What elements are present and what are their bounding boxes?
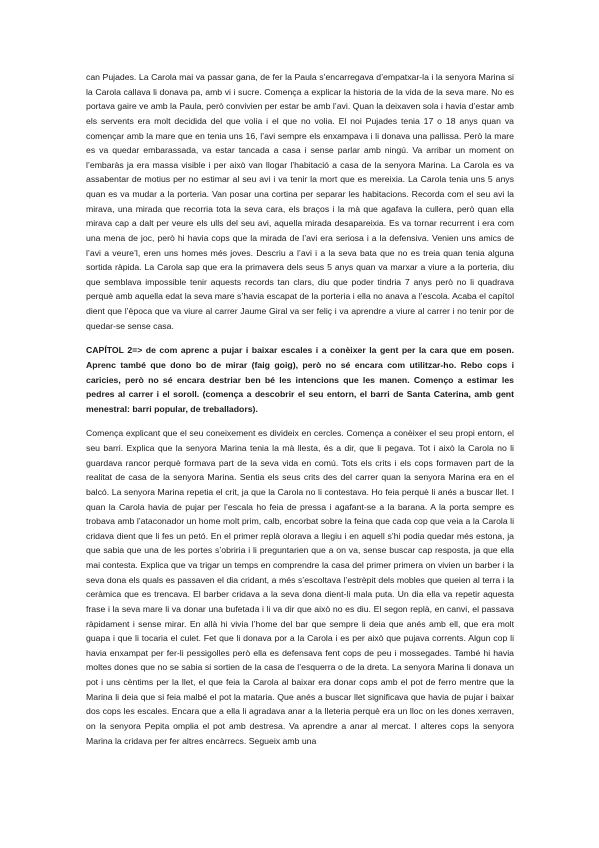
document-page	[86, 70, 514, 748]
body-paragraph: can Pujades. La Carola mai va passar gana, de fer la Paula s’encarregava d’empatxar-la i la senyora Marina si la Carola callava li donava pa, amb vi i sucre. Comença a explicar la historia de la vida de la seva mare. No es portava gaire ve amb la Paula, però convivien per estar be amb l’avi. Quan la deixaven sola i havia d’estar amb els servents era molt decidida del que volia i el que no volia. El noi Pujades tenia 17 o 18 anys quan va començar amb la mare que en tenia uns 16, l’avi sempre els enxampava i li donava una pallissa. Però la mare es va quedar embarassada, va estar tancada a casa i sense parlar amb ningú. Va arribar un moment on l’embaràs ja era massa visible i per això van llogar l’habitació a casa de la senyora Marina. La Carola es va assabentar de motius per no estimar al seu avi i va tenir la mort que es mereixia. La Carola tenia uns 5 anys quan es va mudar a la porteria. Van posar una cortina per separar les habitacions. Recorda com el seu avi la mirava, una mirada que recorria tota la seva cara, els braços i la mà que agafava la cullera, però quan ella mirava cap a dalt per veure els ulls del seu avi, aquella mirada desapareixia. Es va tornar recurrent i era com una mena de joc, però hi havia cops que la mirada de l’avi era seriosa i a la defensiva. Venien uns amics de l’avi a veure’l, eren uns homes més joves. Descriu a l’avi i a la seva bata que no es treia quan tenia alguna sortida ràpida. La Carola sap que era la primavera dels seus 5 anys quan va marxar a viure a la porteria, diu que semblava impossible tenir aquests records tan clars, diu que poder tindria 7 anys però no li quadrava perquè amb aquella edat la seva mare s’havia escapat de la porteria i ella no anava a l’escola. Acaba el capítol dient que l’època que va viure al carrer Jaume Giral va ser feliç i va aprendre a viure al carrer i no tenir por de quedar-se sense casa.	[86, 72, 514, 331]
chapter-heading: CAPÍTOL 2=> de com aprenc a pujar i baixar escales i a conèixer la gent per la cara que em posen. Aprenc també que dono bo de mirar (faig goig), però no sé encara com utilitzar-ho. Rebo cops i caricies, però no sé encara destriar ben bé les intencions que les manen. Començo a estimar les pedres al carrer i el soroll. (comença a descobrir el seu entorn, el barri de Santa Caterina, amb gent menestral: barri popular, de treballadors).	[86, 345, 514, 414]
body-paragraph: Comença explicant que el seu coneixement es divideix en cercles. Comença a conèixer el seu propi entorn, el seu barri. Explica que la senyora Marina tenia la mà llesta, és a dir, que li pegava. Tot i això la Carola no li guardava rancor perquè formava part de la seva vida en comú. Tots els crits i els cops formaven part de la realitat de casa de la senyora Marina. Sentia els seus crits des del carrer quan la senyora Marina era en el balcó. La senyora Marina repetia el crit, ja que la Carola no li contestava. Ho feia perquè li anés a buscar llet. I quan la Carola havia de pujar per l’escala ho feia de pressa i agafant-se a la barana. A la porta sempre es trobava amb l’ataconador un home molt prim, calb, encorbat sobre la feina que cada cop que veia a la Carola li cridava dient que li fes un petó. En el primer replà olorava a llegiu i en aquell s’hi podia quedar més estona, ja que sabia que una de les portes s’obriria i li preguntarien que a on va, sense buscar cap resposta, ja que ella mai contesta. Explica que va trigar un temps en comprendre la casa del primer primera on vivien un barber i la seva dona els quals es passaven el dia cridant, a més s’escoltava l’estrèpit dels mobles que queien al terra i la ceràmica que es trencava. El barber cridava a la seva dona dient-li mala puta. Un dia ella va repetir aquesta frase i la seva mare li va donar una bufetada i li va dir que això no es diu. El segon replà, en canvi, el passava ràpidament i sense mirar. En allà hi vivia l’home del bar que sempre li deia que anés amb ell, que era molt guapa i que li tocaria el culet. Fet que li donava por a la Carola i es per això que pujava corrents. Algun cop li havia enxampat per fer-li pessigolles però ella es defensava fent cops de peu i mossegades. També hi havia moltes dones que no se sabia si sortien de la casa de l’esquerra o de la dreta. La senyora Marina li donava un pot i uns cèntims per la llet, el que feia la Carola al baixar era donar cops amb el pot de ferro mentre que la Marina li deia que si feia malbé el pot la mataria. Que anés a buscar llet significava que havia de pujar i baixar dos cops les escales. Encara que a ella li agradava anar a la lleteria perquè era un lloc on les dones xerraven, on la senyora Pepita omplia el pot amb destresa. Va aprendre a anar al mercat. I alteres cops la senyora Marina la cridava per fer altres encàrrecs. Segueix amb una	[86, 428, 514, 746]
